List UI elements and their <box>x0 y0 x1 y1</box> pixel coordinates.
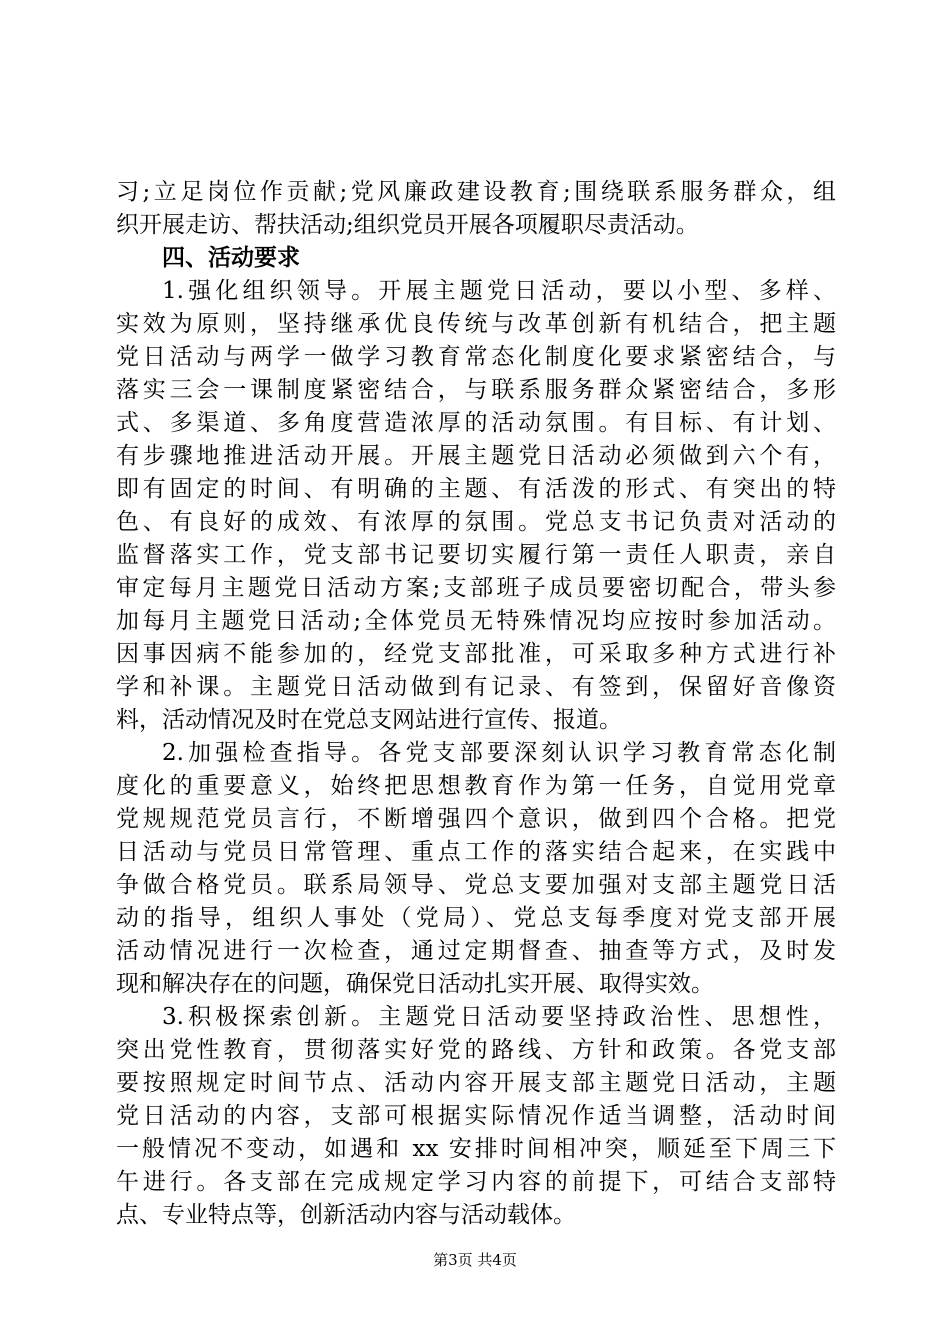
body-line: 党日活动与两学一做学习教育常态化制度化要求紧密结合，与 <box>116 344 836 370</box>
body-line: 点、专业特点等，创新活动内容与活动载体。 <box>116 1202 576 1228</box>
body-line: 突出党性教育，贯彻落实好党的路线、方针和政策。各党支部 <box>116 1037 836 1063</box>
body-line: 实效为原则，坚持继承优良传统与改革创新有机结合，把主题 <box>116 311 836 337</box>
body-line: 午进行。各支部在完成规定学习内容的前提下，可结合支部特 <box>116 1169 836 1195</box>
body-line: 一般情况不变动，如遇和 xx 安排时间相冲突，顺延至下周三下 <box>116 1136 836 1162</box>
body-line: 审定每月主题党日活动方案;支部班子成员要密切配合，带头参 <box>116 575 836 601</box>
body-line: 度化的重要意义，始终把思想教育作为第一任务，自觉用党章 <box>116 773 836 799</box>
body-line: 习;立足岗位作贡献;党风廉政建设教育;围绕联系服务群众，组 <box>116 179 836 205</box>
body-line: 争做合格党员。联系局领导、党总支要加强对支部主题党日活 <box>116 872 836 898</box>
body-line: 活动情况进行一次检查，通过定期督查、抽查等方式，及时发 <box>116 938 836 964</box>
body-line: 色、有良好的成效、有浓厚的氛围。党总支书记负责对活动的 <box>116 509 836 535</box>
body-line: 有步骤地推进活动开展。开展主题党日活动必须做到六个有， <box>116 443 836 469</box>
paragraph-3-first-line: 3.积极探索创新。主题党日活动要坚持政治性、思想性， <box>162 1004 836 1030</box>
page-footer: 第3页 共4页 <box>433 1251 517 1269</box>
body-line: 因事因病不能参加的，经党支部批准，可采取多种方式进行补 <box>116 641 836 667</box>
body-line: 料，活动情况及时在党总支网站进行宣传、报道。 <box>116 707 622 733</box>
body-line: 织开展走访、帮扶活动;组织党员开展各项履职尽责活动。 <box>116 212 699 238</box>
body-line: 党规规范党员言行，不断增强四个意识，做到四个合格。把党 <box>116 806 836 832</box>
body-line: 日活动与党员日常管理、重点工作的落实结合起来，在实践中 <box>116 839 836 865</box>
paragraph-1-first-line: 1.强化组织领导。开展主题党日活动，要以小型、多样、 <box>162 278 836 304</box>
body-line: 学和补课。主题党日活动做到有记录、有签到，保留好音像资 <box>116 674 836 700</box>
body-line: 监督落实工作，党支部书记要切实履行第一责任人职责，亲自 <box>116 542 836 568</box>
paragraph-2-first-line: 2.加强检查指导。各党支部要深刻认识学习教育常态化制 <box>162 740 836 766</box>
body-line: 加每月主题党日活动;全体党员无特殊情况均应按时参加活动。 <box>116 608 836 634</box>
body-line: 动的指导，组织人事处（党局）、党总支每季度对党支部开展 <box>116 905 836 931</box>
body-line: 即有固定的时间、有明确的主题、有活泼的形式、有突出的特 <box>116 476 836 502</box>
body-line: 党日活动的内容，支部可根据实际情况作适当调整，活动时间 <box>116 1103 836 1129</box>
body-line: 现和解决存在的问题，确保党日活动扎实开展、取得实效。 <box>116 971 714 997</box>
body-line: 要按照规定时间节点、活动内容开展支部主题党日活动，主题 <box>116 1070 836 1096</box>
body-line: 式、多渠道、多角度营造浓厚的活动氛围。有目标、有计划、 <box>116 410 836 436</box>
section-heading: 四、活动要求 <box>162 245 300 271</box>
body-line: 落实三会一课制度紧密结合，与联系服务群众紧密结合，多形 <box>116 377 836 403</box>
